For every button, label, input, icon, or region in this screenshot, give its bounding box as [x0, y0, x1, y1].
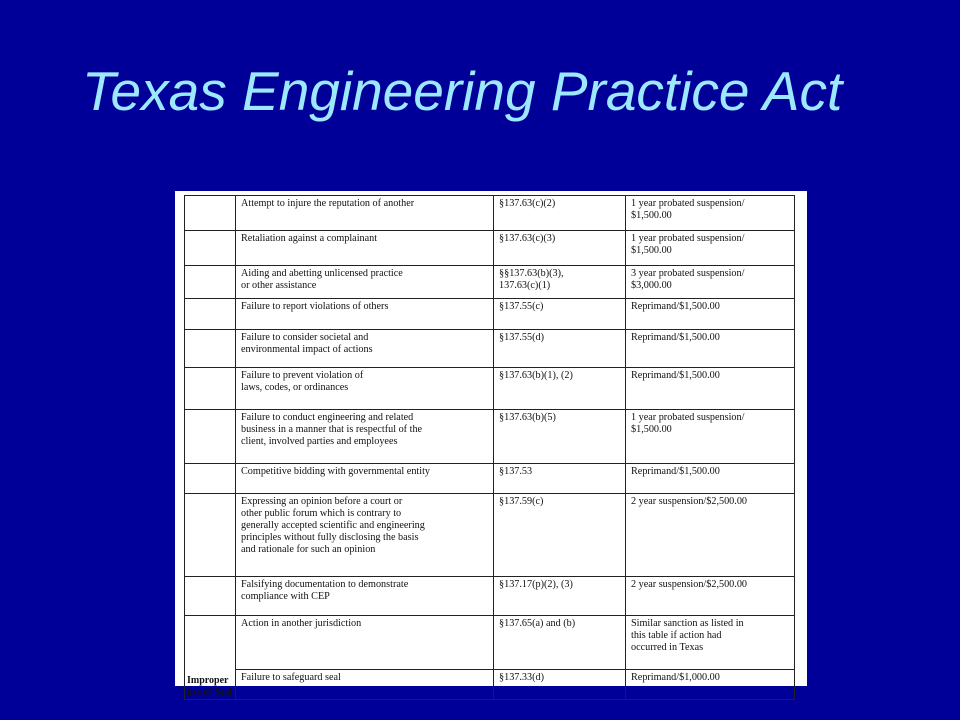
- category-cell: [185, 196, 236, 231]
- table-row: [185, 670, 795, 700]
- sanction-cell: 1 year probated suspension/ $1,500.00: [626, 231, 795, 266]
- table-row: [185, 266, 795, 299]
- penalty-table-image: [175, 191, 807, 698]
- violation-cell: Expressing an opinion before a court or other public forum which is contrary to generally accepted scientific and engineering principles without fully disclosing the basis and rationale for such an opinion: [236, 494, 494, 577]
- rule-cell: §137.65(a) and (b): [494, 616, 626, 670]
- violation-cell: Failure to report violations of others: [236, 299, 494, 330]
- category-label: Improper use of Seal: [187, 675, 232, 698]
- sanction-cell: 2 year suspension/$2,500.00: [626, 494, 795, 577]
- slide-title: Texas Engineering Practice Act: [82, 60, 843, 122]
- sanction-cell: Reprimand/$1,500.00: [626, 368, 795, 410]
- category-cell: [185, 494, 236, 577]
- violation-cell: Retaliation against a complainant: [236, 231, 494, 266]
- sanction-cell: Reprimand/$1,000.00: [626, 670, 795, 700]
- rule-cell: §§137.63(b)(3), 137.63(c)(1): [494, 266, 626, 299]
- table-row: [185, 464, 795, 494]
- rule-cell: §137.55(c): [494, 299, 626, 330]
- table-row: [185, 231, 795, 266]
- violation-cell: Attempt to injure the reputation of another: [236, 196, 494, 231]
- violation-cell: Action in another jurisdiction: [236, 616, 494, 670]
- sanction-cell: Reprimand/$1,500.00: [626, 330, 795, 368]
- table-row: [185, 616, 795, 670]
- violation-cell: Failure to safeguard seal: [236, 670, 494, 700]
- rule-cell: §137.63(b)(5): [494, 410, 626, 464]
- rule-cell: §137.55(d): [494, 330, 626, 368]
- sanction-cell: Similar sanction as listed in this table if action had occurred in Texas: [626, 616, 795, 670]
- table-row: [185, 410, 795, 464]
- sanction-cell: Reprimand/$1,500.00: [626, 464, 795, 494]
- sanction-cell: Reprimand/$1,500.00: [626, 299, 795, 330]
- category-cell: [185, 330, 236, 368]
- rule-cell: §137.63(c)(3): [494, 231, 626, 266]
- sanction-cell: 1 year probated suspension/ $1,500.00: [626, 196, 795, 231]
- violation-cell: Failure to conduct engineering and related business in a manner that is respectful of the client, involved parties and employees: [236, 410, 494, 464]
- category-cell: [185, 231, 236, 266]
- sanction-cell: 2 year suspension/$2,500.00: [626, 577, 795, 616]
- violation-cell: Failure to prevent violation of laws, codes, or ordinances: [236, 368, 494, 410]
- category-cell: [185, 577, 236, 616]
- category-cell: [185, 410, 236, 464]
- rule-cell: §137.33(d): [494, 670, 626, 700]
- violation-cell: Failure to consider societal and environmental impact of actions: [236, 330, 494, 368]
- violation-cell: Aiding and abetting unlicensed practice or other assistance: [236, 266, 494, 299]
- table-row: [185, 577, 795, 616]
- category-cell: [185, 616, 236, 700]
- rule-cell: §137.59(c): [494, 494, 626, 577]
- sanction-cell: 1 year probated suspension/ $1,500.00: [626, 410, 795, 464]
- violation-cell: Competitive bidding with governmental entity: [236, 464, 494, 494]
- rule-cell: §137.63(b)(1), (2): [494, 368, 626, 410]
- category-cell: [185, 464, 236, 494]
- penalty-table: [184, 195, 795, 700]
- category-cell: [185, 299, 236, 330]
- sanction-cell: 3 year probated suspension/ $3,000.00: [626, 266, 795, 299]
- rule-cell: §137.17(p)(2), (3): [494, 577, 626, 616]
- table-row: [185, 494, 795, 577]
- table-row: [185, 196, 795, 231]
- table-row: [185, 330, 795, 368]
- violation-cell: Falsifying documentation to demonstrate compliance with CEP: [236, 577, 494, 616]
- rule-cell: §137.63(c)(2): [494, 196, 626, 231]
- table-row: [185, 368, 795, 410]
- table-row: [185, 299, 795, 330]
- category-cell: [185, 266, 236, 299]
- rule-cell: §137.53: [494, 464, 626, 494]
- category-cell: [185, 368, 236, 410]
